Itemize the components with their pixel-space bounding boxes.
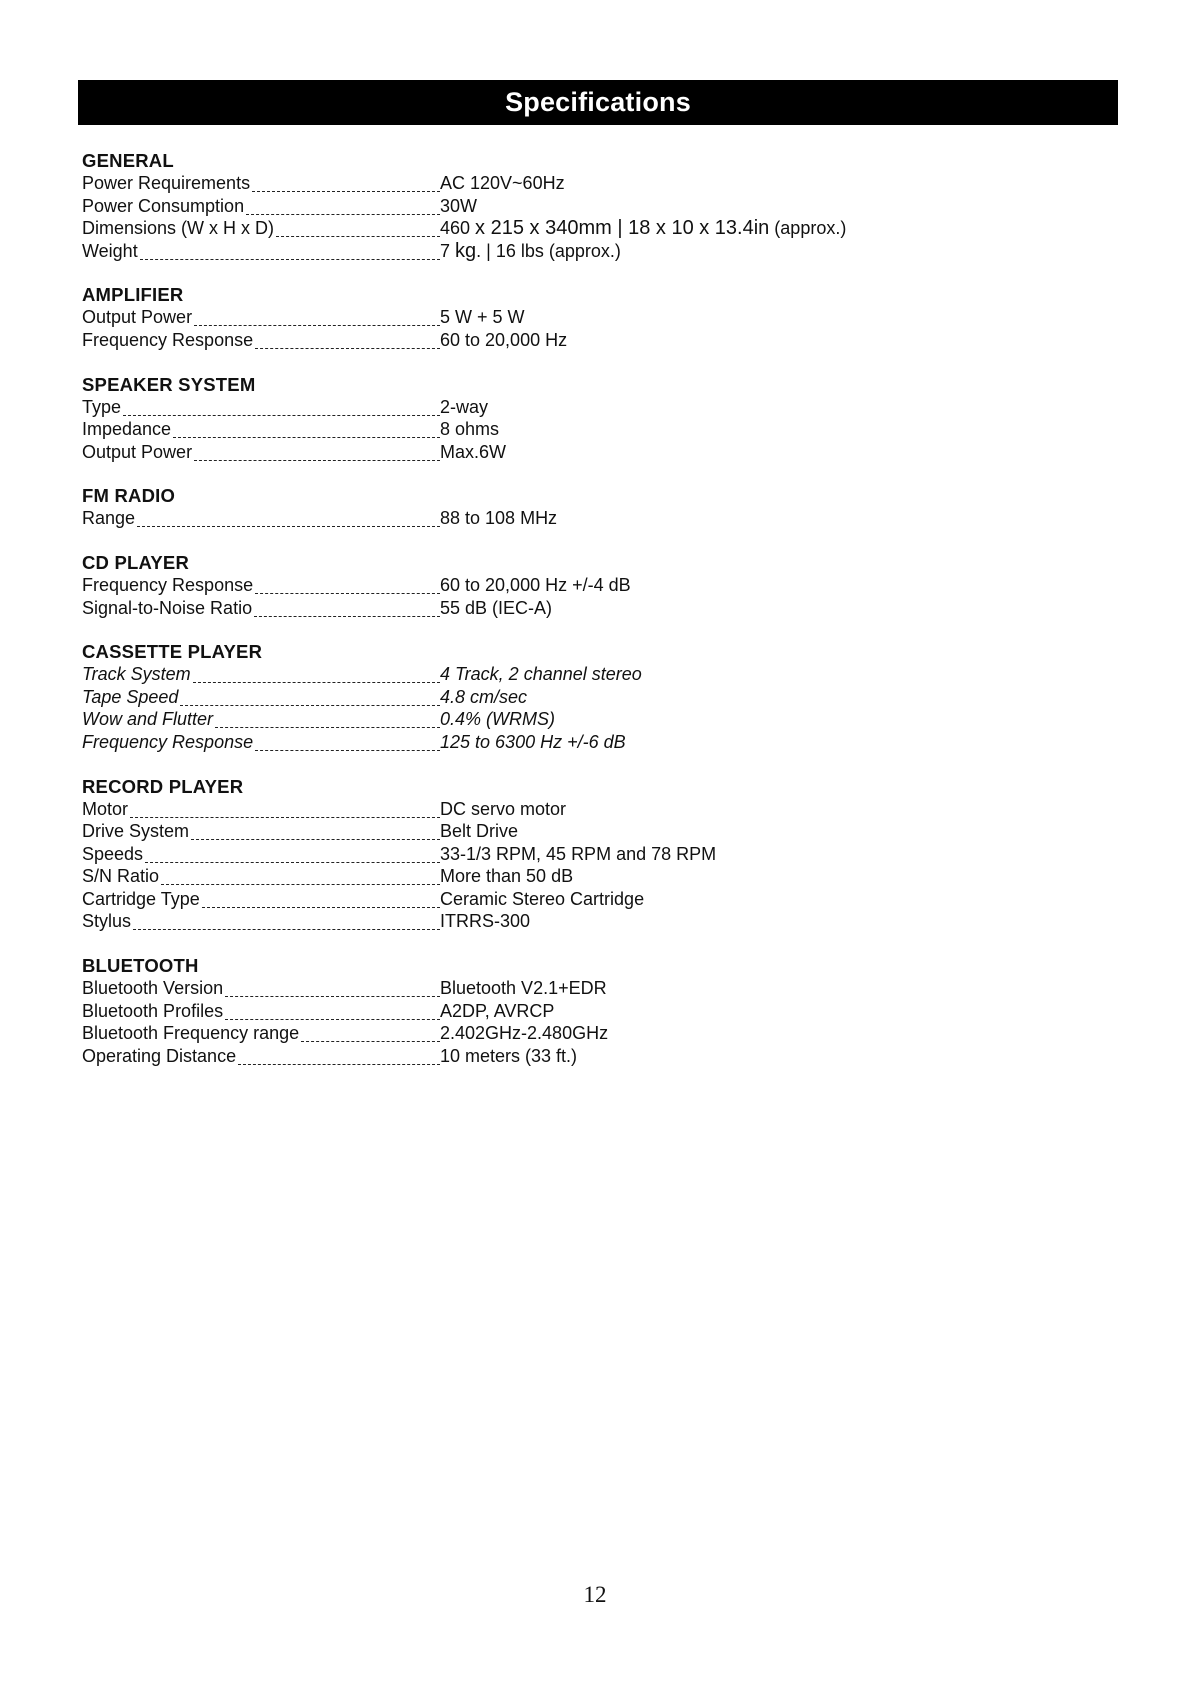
dotted-leader: [254, 616, 440, 617]
dotted-leader: [246, 214, 440, 215]
spec-label: Bluetooth Profiles: [82, 1000, 224, 1021]
dotted-leader: [255, 348, 440, 349]
spec-label: S/N Ratio: [82, 866, 160, 887]
spec-value: 0.4% (WRMS): [440, 709, 556, 730]
spec-label: Type: [82, 396, 122, 417]
spec-value: 10 meters (33 ft.): [440, 1045, 578, 1066]
page-title: Specifications: [505, 87, 691, 117]
section-bluetooth: [82, 955, 1112, 1067]
section-amplifier: [82, 284, 1112, 351]
page-title-bar: [78, 80, 1118, 125]
section-title: GENERAL: [82, 150, 174, 171]
spec-label: Tape Speed: [82, 686, 179, 707]
spec-value: [440, 240, 1112, 263]
spec-label: Power Requirements: [82, 173, 251, 193]
spec-label: Frequency Response: [82, 329, 254, 350]
dotted-leader: [145, 862, 440, 863]
spec-row: [82, 731, 1112, 754]
spec-row: [82, 306, 1112, 329]
spec-value-part: (approx.): [769, 218, 847, 239]
spec-row: [82, 195, 1112, 218]
section-title: CD PLAYER: [82, 551, 190, 573]
spec-label: Bluetooth Frequency range: [82, 1023, 300, 1044]
specifications-content: [82, 150, 1112, 1089]
spec-row: [82, 441, 1112, 464]
section-title: RECORD PLAYER: [82, 775, 244, 797]
spec-label: Output Power: [82, 441, 193, 462]
spec-value: Bluetooth V2.1+EDR: [440, 978, 607, 999]
dotted-leader: [225, 996, 440, 997]
dotted-leader: [137, 526, 440, 527]
spec-label: Power Consumption: [82, 195, 245, 216]
dotted-leader: [180, 705, 440, 706]
dotted-leader: [301, 1041, 440, 1042]
spec-value: Belt Drive: [440, 821, 519, 842]
spec-value: [440, 217, 1112, 240]
spec-row: [82, 418, 1112, 441]
spec-label: Signal-to-Noise Ratio: [82, 597, 253, 618]
spec-row: [82, 843, 1112, 866]
spec-label: Motor: [82, 798, 129, 819]
spec-value: More than 50 dB: [440, 866, 574, 887]
spec-value: Max.6W: [440, 441, 507, 462]
spec-label: Frequency Response: [82, 574, 254, 595]
dotted-leader: [191, 839, 440, 840]
spec-row: [82, 1045, 1112, 1068]
dotted-leader: [225, 1019, 440, 1020]
dotted-leader: [238, 1064, 440, 1065]
spec-row: [82, 1000, 1112, 1023]
dotted-leader: [161, 884, 440, 885]
dotted-leader: [173, 437, 440, 438]
spec-value-part: 460: [440, 218, 476, 239]
spec-row: [82, 888, 1112, 911]
dotted-leader: [202, 907, 440, 908]
dotted-leader: [123, 415, 440, 416]
spec-row: [82, 172, 1112, 195]
spec-value: 4 Track, 2 channel stereo: [440, 664, 642, 685]
spec-row: [82, 708, 1112, 731]
spec-row: [82, 396, 1112, 419]
section-title: BLUETOOTH: [82, 955, 199, 977]
dotted-leader: [194, 325, 440, 326]
spec-row: [82, 910, 1112, 933]
spec-row: [82, 240, 1112, 263]
dotted-leader: [276, 236, 440, 237]
spec-value: 8 ohms: [440, 419, 500, 440]
dotted-leader: [133, 929, 440, 930]
spec-value: 60 to 20,000 Hz: [440, 329, 568, 350]
spec-value: ITRRS-300: [440, 911, 531, 932]
section-record-player: [82, 776, 1112, 934]
dotted-leader: [255, 750, 440, 751]
spec-label: Dimensions (W x H x D): [82, 218, 275, 239]
spec-label: Bluetooth Version: [82, 978, 224, 999]
dotted-leader: [215, 727, 440, 728]
dotted-leader: [130, 817, 440, 818]
spec-row: [82, 977, 1112, 1000]
spec-row: [82, 865, 1112, 888]
spec-label: Drive System: [82, 821, 190, 842]
spec-value: 5 W + 5 W: [440, 307, 525, 328]
spec-value-part-emphasis: x 215 x 340mm | 18 x 10 x 13.4in: [475, 217, 770, 240]
spec-value: 30W: [440, 195, 478, 216]
spec-label: Frequency Response: [82, 731, 254, 752]
spec-value: 4.8 cm/sec: [440, 686, 528, 707]
spec-value: Ceramic Stereo Cartridge: [440, 888, 645, 909]
section-title: SPEAKER SYSTEM: [82, 373, 256, 395]
spec-label: Wow and Flutter: [82, 709, 214, 730]
spec-value-part-emphasis: kg: [455, 239, 477, 262]
spec-row: [82, 507, 1112, 530]
spec-label: Cartridge Type: [82, 888, 200, 909]
spec-value: A2DP, AVRCP: [440, 1000, 555, 1021]
section-title: CASSETTE PLAYER: [82, 641, 263, 663]
spec-value: 33-1/3 RPM, 45 RPM and 78 RPM: [440, 843, 717, 864]
spec-label: Stylus: [82, 911, 132, 932]
spec-value: AC 120V~60Hz: [440, 173, 565, 193]
section-cd-player: [82, 552, 1112, 619]
section-title: AMPLIFIER: [82, 284, 184, 306]
dotted-leader: [194, 460, 440, 461]
section-cassette-player: [82, 641, 1112, 753]
page-number: 12: [583, 1582, 607, 1607]
spec-label: Speeds: [82, 843, 144, 864]
section-title: FM RADIO: [82, 485, 176, 507]
spec-row: [82, 1022, 1112, 1045]
spec-row: [82, 574, 1112, 597]
spec-value-part: . | 16 lbs (approx.): [476, 240, 621, 261]
spec-value: 2.402GHz-2.480GHz: [440, 1023, 609, 1044]
spec-value: 60 to 20,000 Hz +/-4 dB: [440, 574, 631, 595]
spec-value-part: 7: [440, 240, 456, 261]
dotted-leader: [255, 593, 440, 594]
spec-row: [82, 329, 1112, 352]
spec-row: [82, 217, 1112, 240]
spec-row: [82, 820, 1112, 843]
dotted-leader: [140, 259, 440, 260]
spec-value: 55 dB (IEC-A): [440, 597, 553, 618]
dotted-leader: [252, 191, 440, 192]
spec-label: Weight: [82, 240, 138, 261]
spec-label: Output Power: [82, 307, 193, 328]
spec-label: Track System: [82, 664, 191, 685]
spec-label: Impedance: [82, 419, 172, 440]
spec-row: [82, 663, 1112, 686]
section-fm-radio: [82, 485, 1112, 530]
spec-row: [82, 686, 1112, 709]
spec-value: 2-way: [440, 396, 489, 417]
spec-label: Range: [82, 508, 136, 529]
spec-value: DC servo motor: [440, 798, 567, 819]
section-general: [82, 150, 1112, 262]
spec-row: [82, 597, 1112, 620]
section-speaker-system: [82, 374, 1112, 464]
spec-value: 88 to 108 MHz: [440, 508, 558, 529]
spec-row: [82, 798, 1112, 821]
dotted-leader: [193, 682, 440, 683]
spec-label: Operating Distance: [82, 1045, 237, 1066]
spec-value: 125 to 6300 Hz +/-6 dB: [440, 731, 626, 752]
